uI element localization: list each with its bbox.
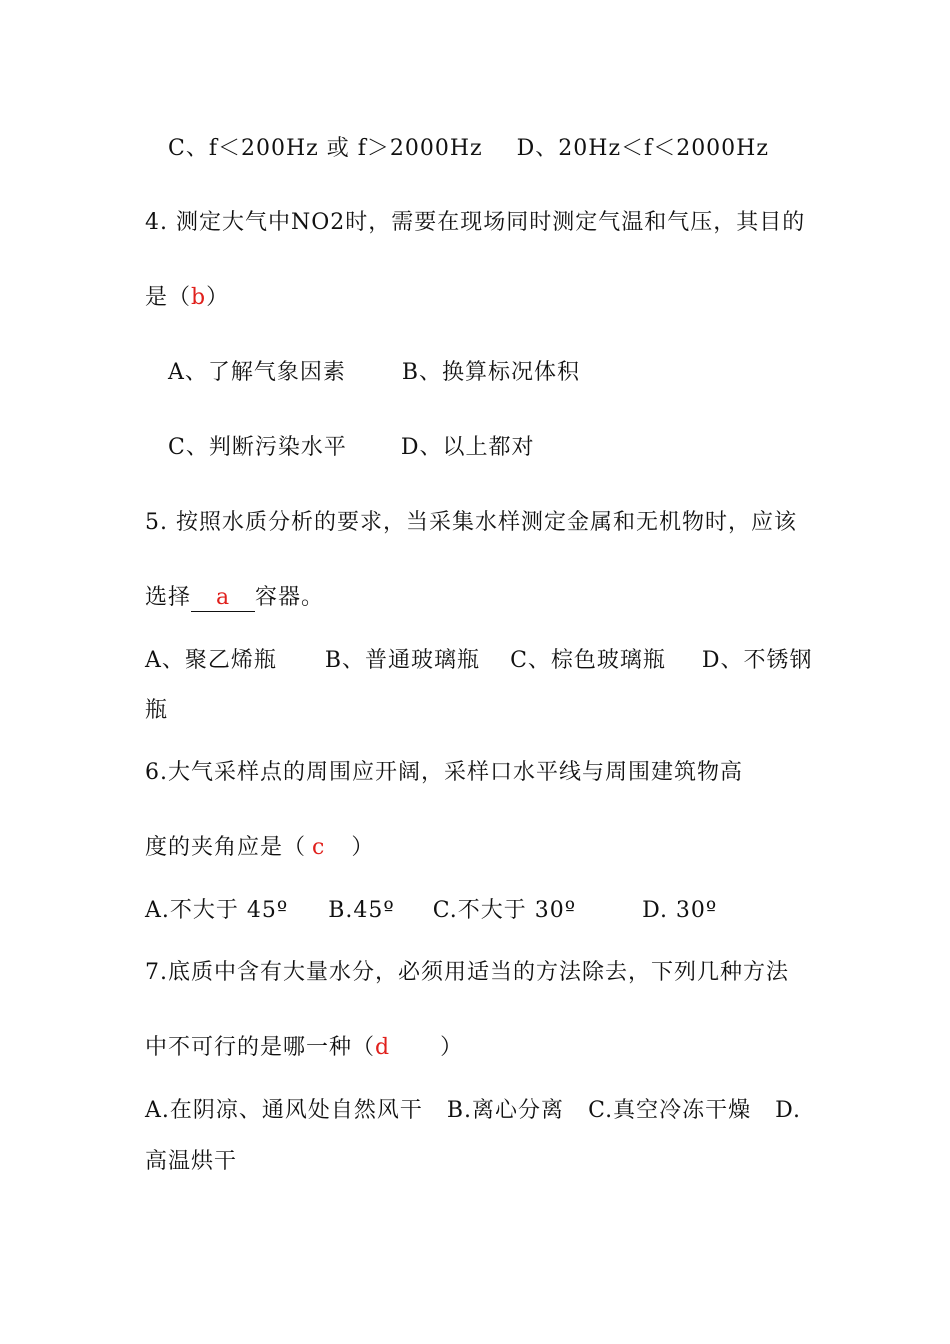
q4-stem-suffix: ） — [206, 285, 230, 310]
q7-option-c: C.真空冷冻干燥 — [588, 1098, 752, 1123]
q6-stem-suffix: ） — [351, 835, 375, 860]
q7-options-row — [145, 1096, 801, 1126]
q6-options-row — [145, 896, 717, 926]
q5-option-c: C、棕色玻璃瓶 — [510, 648, 666, 673]
q4-stem-line2 — [145, 283, 229, 313]
q6-stem-prefix: 度的夹角应是（ — [145, 835, 307, 860]
q7-option-d-continued: 高温烘干 — [145, 1149, 238, 1174]
q5-option-d: D、不锈钢 — [701, 648, 813, 673]
q7-stem-line1: 7.底质中含有大量水分，必须用适当的方法除去，下列几种方法 — [145, 960, 789, 985]
q6-stem-line2 — [145, 833, 374, 863]
q6-option-a: A.不大于 45º — [145, 898, 289, 923]
q4-stem-prefix: 是（ — [145, 285, 192, 310]
q5-option-d-continued: 瓶 — [145, 698, 169, 723]
q6-option-b: B.45º — [328, 898, 395, 923]
q6-option-d: D. 30º — [642, 898, 718, 923]
q5-stem-suffix: 容器。 — [255, 585, 325, 610]
q4-option-b: B、换算标况体积 — [401, 360, 581, 385]
q6-stem-line1: 6.大气采样点的周围应开阔，采样口水平线与周围建筑物高 — [145, 760, 743, 785]
q7-option-a: A.在阴凉、通风处自然风干 — [145, 1098, 423, 1123]
q7-answer: d — [375, 1035, 391, 1060]
q5-option-a: A、聚乙烯瓶 — [145, 648, 277, 673]
q7-option-d: D. — [775, 1098, 801, 1123]
q5-stem-prefix: 选择 — [145, 585, 192, 610]
q5-option-b: B、普通玻璃瓶 — [324, 648, 481, 673]
q3-option-c: C、f＜200Hz 或 f＞2000Hz — [168, 136, 483, 161]
q5-options-row — [145, 646, 813, 676]
q4-option-d: D、以上都对 — [400, 435, 535, 460]
q5-stem-line1: 5. 按照水质分析的要求，当采集水样测定金属和无机物时，应该 — [145, 510, 797, 535]
q7-stem-prefix: 中不可行的是哪一种（ — [145, 1035, 376, 1060]
q4-options-row-cd — [168, 433, 534, 463]
q4-answer: b — [191, 285, 207, 310]
q4-option-c: C、判断污染水平 — [168, 435, 347, 460]
q4-option-a: A、了解气象因素 — [168, 360, 346, 385]
q6-answer: c — [312, 835, 326, 860]
q4-stem-line1: 4. 测定大气中NO2时，需要在现场同时测定气温和气压，其目的 — [145, 210, 806, 235]
q3-option-d: D、20Hz＜f＜2000Hz — [516, 136, 769, 161]
q5-answer-blank: a — [191, 585, 255, 612]
q5-stem-line2 — [145, 583, 324, 613]
q7-stem-line2 — [145, 1033, 463, 1063]
q6-option-c: C.不大于 30º — [432, 898, 577, 923]
q7-option-b: B.离心分离 — [446, 1098, 565, 1123]
q3-options-row-cd — [168, 134, 769, 164]
q7-stem-suffix: ） — [440, 1035, 464, 1060]
q4-options-row-ab — [168, 358, 580, 388]
